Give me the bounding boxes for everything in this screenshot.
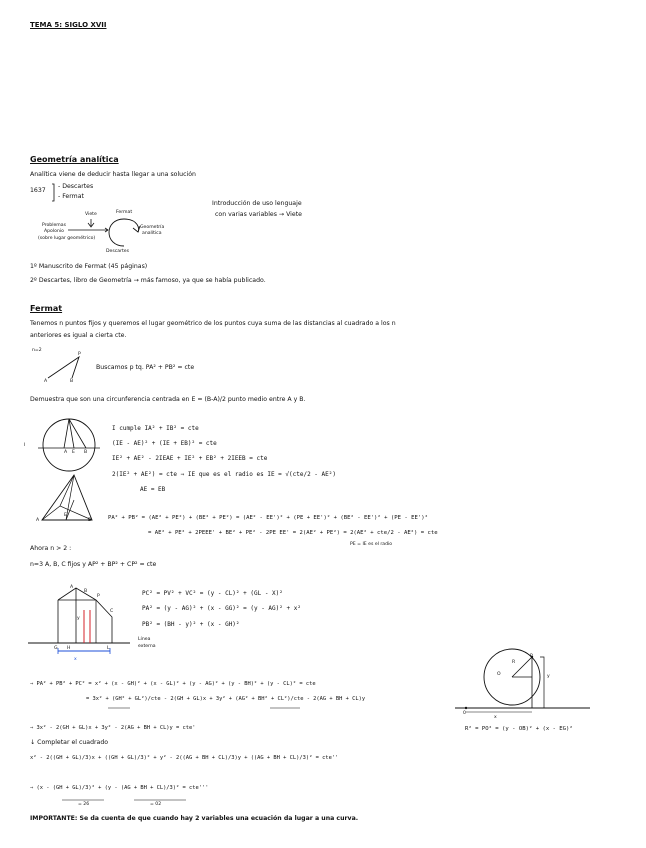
cycle-right	[124, 219, 139, 232]
section-title-geometria: Geometría analítica	[30, 155, 119, 164]
line-note-1: Línea	[138, 637, 151, 642]
circle2-origin-dot	[465, 707, 467, 709]
tri-A: A	[36, 518, 40, 523]
circle2-y: y	[547, 674, 550, 679]
eq-block-5: AE = EB	[140, 486, 166, 493]
circle-E: E	[72, 450, 75, 455]
diagram-fermat: Fermat	[116, 210, 133, 215]
under-1: = 26	[78, 802, 90, 807]
fact-descartes: 2º Descartes, libro de Geometría → más famoso, ya que se había publicado.	[30, 277, 266, 284]
diagram-analitica: analítica	[142, 231, 162, 236]
fig3-y: y	[77, 616, 80, 621]
pa-line1: PA² + PB² = (AE² + PE²) + (BE² + PE²) = (AE² - EE')² + (PE + EE')² + (BE² - EE')² + (PE - EE')²	[108, 515, 428, 521]
fig3-L: L	[107, 646, 110, 651]
eq-block-2: (IE - AE)² + (IE + EB)² = cte	[112, 440, 217, 447]
line-note-2: externa	[138, 644, 156, 649]
circle2-y-bracket	[540, 657, 544, 708]
under-2: = 02	[150, 802, 162, 807]
eq-block-4: 2(IE² + AE²) = cte ⇒ IE que es el radio es IE = √(cte/2 - AE²)	[112, 471, 336, 478]
fig3-red-verticals	[84, 610, 90, 643]
intro2-line2: con varias variables → Viete	[215, 211, 302, 218]
fig3-H: H	[67, 646, 71, 651]
name-fermat: - Fermat	[58, 193, 84, 200]
cycle-left	[109, 219, 124, 246]
circle-B: B	[84, 450, 88, 455]
circle-A: A	[64, 450, 68, 455]
circle2-eq: R² = PO² = (y - OB)² + (x - EG)²	[465, 726, 573, 732]
fig3-A: A	[70, 585, 74, 590]
geo-intro: Analítica viene de deducir hasta llegar a una solución	[30, 171, 196, 178]
circle2-p-dot	[531, 656, 533, 658]
fact-fermat: 1º Manuscrito de Fermat (45 páginas)	[30, 263, 148, 270]
buscamos-text: Buscamos p tq. PA² + PB² = cte	[96, 364, 195, 371]
tri-cevians	[42, 475, 92, 520]
fig3-eq-2: PA² = (y - AG)² + (x - GG)² = (y - AG)² + x²	[142, 605, 301, 612]
fig3-P: P	[97, 594, 100, 599]
sum-line2: = 3x² + (GH² + GL²)/cte - 2(GH + GL)x + 3y² + (AG² + BH² + CL²)/cte - 2(AG + BH + CL)y	[86, 696, 366, 702]
pa-line2: = AE² + PE² + 2PEEE' + BE² + PE² - 2PE EE' = 2(AE² + PE²) = 2(AE² + cte/2 - AE²) = cte	[148, 530, 438, 536]
sum-line5: ⇒ (x - (GH + GL)/3)² + (y - (AG + BH + CL)/3)² = cte'''	[30, 785, 209, 791]
sum-line4: x² - 2((GH + GL)/3)x + ((GH + GL)/3)² + y² - 2((AG + BH + CL)/3)y + ((AG + BH + CL)/3)² = cte''	[30, 755, 339, 761]
sum-line1: ⇒ PA² + PB² + PC² = x² + (x - GH)² + (x - GL)² + (y - AG)² + (y - BH)² + (y - CL)² = cte	[30, 681, 316, 687]
fig3-polygon	[58, 585, 112, 643]
circle2-x: x	[494, 715, 497, 720]
fig3-G: G	[54, 646, 58, 651]
eq-block-1: I cumple IA² + IB² = cte	[112, 425, 199, 432]
fermat-p1-line1: Tenemos n puntos fijos y queremos el lugar geométrico de los puntos cuya suma de las distancias al cuadrado a los n	[30, 320, 396, 327]
fig3-x: x	[74, 657, 77, 662]
fig3-C: C	[110, 609, 114, 614]
geo-year: 1637	[30, 187, 46, 194]
importante-text: IMPORTANTE: Se da cuenta de que cuando hay 2 variables una ecuación da lugar a una curva.	[30, 815, 359, 822]
page-topic: TEMA 5: SIGLO XVII	[30, 21, 107, 29]
circle-locus	[43, 419, 95, 471]
eq-block-3: IE² + AE² - 2IEAE + IE² + EB² + 2IEEB = cte	[112, 455, 268, 462]
tri-B: B	[88, 518, 92, 523]
fig1-P: P	[78, 352, 81, 357]
intro2-line1: Introducción de uso lenguaje	[212, 200, 302, 207]
fig1-triangle	[48, 357, 79, 378]
diagram-note: (sobre lugar geométrico)	[38, 236, 96, 241]
circle2-radius	[512, 657, 532, 708]
fig1-B: B	[70, 379, 74, 384]
diagram-apolonio: Apolonio	[44, 229, 64, 234]
diagram-geometria: Geometría	[140, 225, 165, 230]
names-bracket	[52, 184, 54, 201]
fig3-B: B	[84, 589, 88, 594]
label-n2: n=2	[32, 348, 42, 353]
radio-note: PE = IE es el radio	[350, 542, 393, 547]
circle2-O: O	[497, 672, 501, 677]
section-title-fermat: Fermat	[30, 304, 63, 313]
circle-I: I	[24, 443, 26, 448]
fermat-p1-line2: anteriores es igual a cierta cte.	[30, 332, 127, 339]
circle2-zero: 0	[463, 711, 466, 716]
tri-E: E	[64, 513, 67, 518]
diagram-viete: Viete	[85, 212, 97, 217]
ahora-text: Ahora n > 2 :	[30, 545, 72, 552]
completar-text: ↓ Completar el cuadrado	[30, 739, 109, 746]
diagram-descartes: Descartes	[106, 249, 130, 254]
diagram-problemas: Problemas	[42, 223, 66, 228]
circle2-R: R	[512, 660, 516, 665]
fig1-A: A	[44, 379, 48, 384]
demuestra-text: Demuestra que son una circunferencia centrada en E = (B-A)/2 punto medio entre A y B.	[30, 396, 306, 403]
fig3-eq-1: PC² = PV² + VC² = (y - CL)² + (GL - X)²	[142, 590, 283, 597]
sum-line3: ⇒ 3x² - 2(GH + GL)x + 3y² - 2(AG + BH + CL)y = cte'	[30, 725, 196, 731]
fig3-eq-3: PB² = (BH - y)² + (x - GH)²	[142, 621, 240, 628]
name-descartes: - Descartes	[58, 183, 94, 190]
n3-text: n=3 A, B, C fijos y AP² + BP² + CP² = cte	[30, 561, 157, 568]
